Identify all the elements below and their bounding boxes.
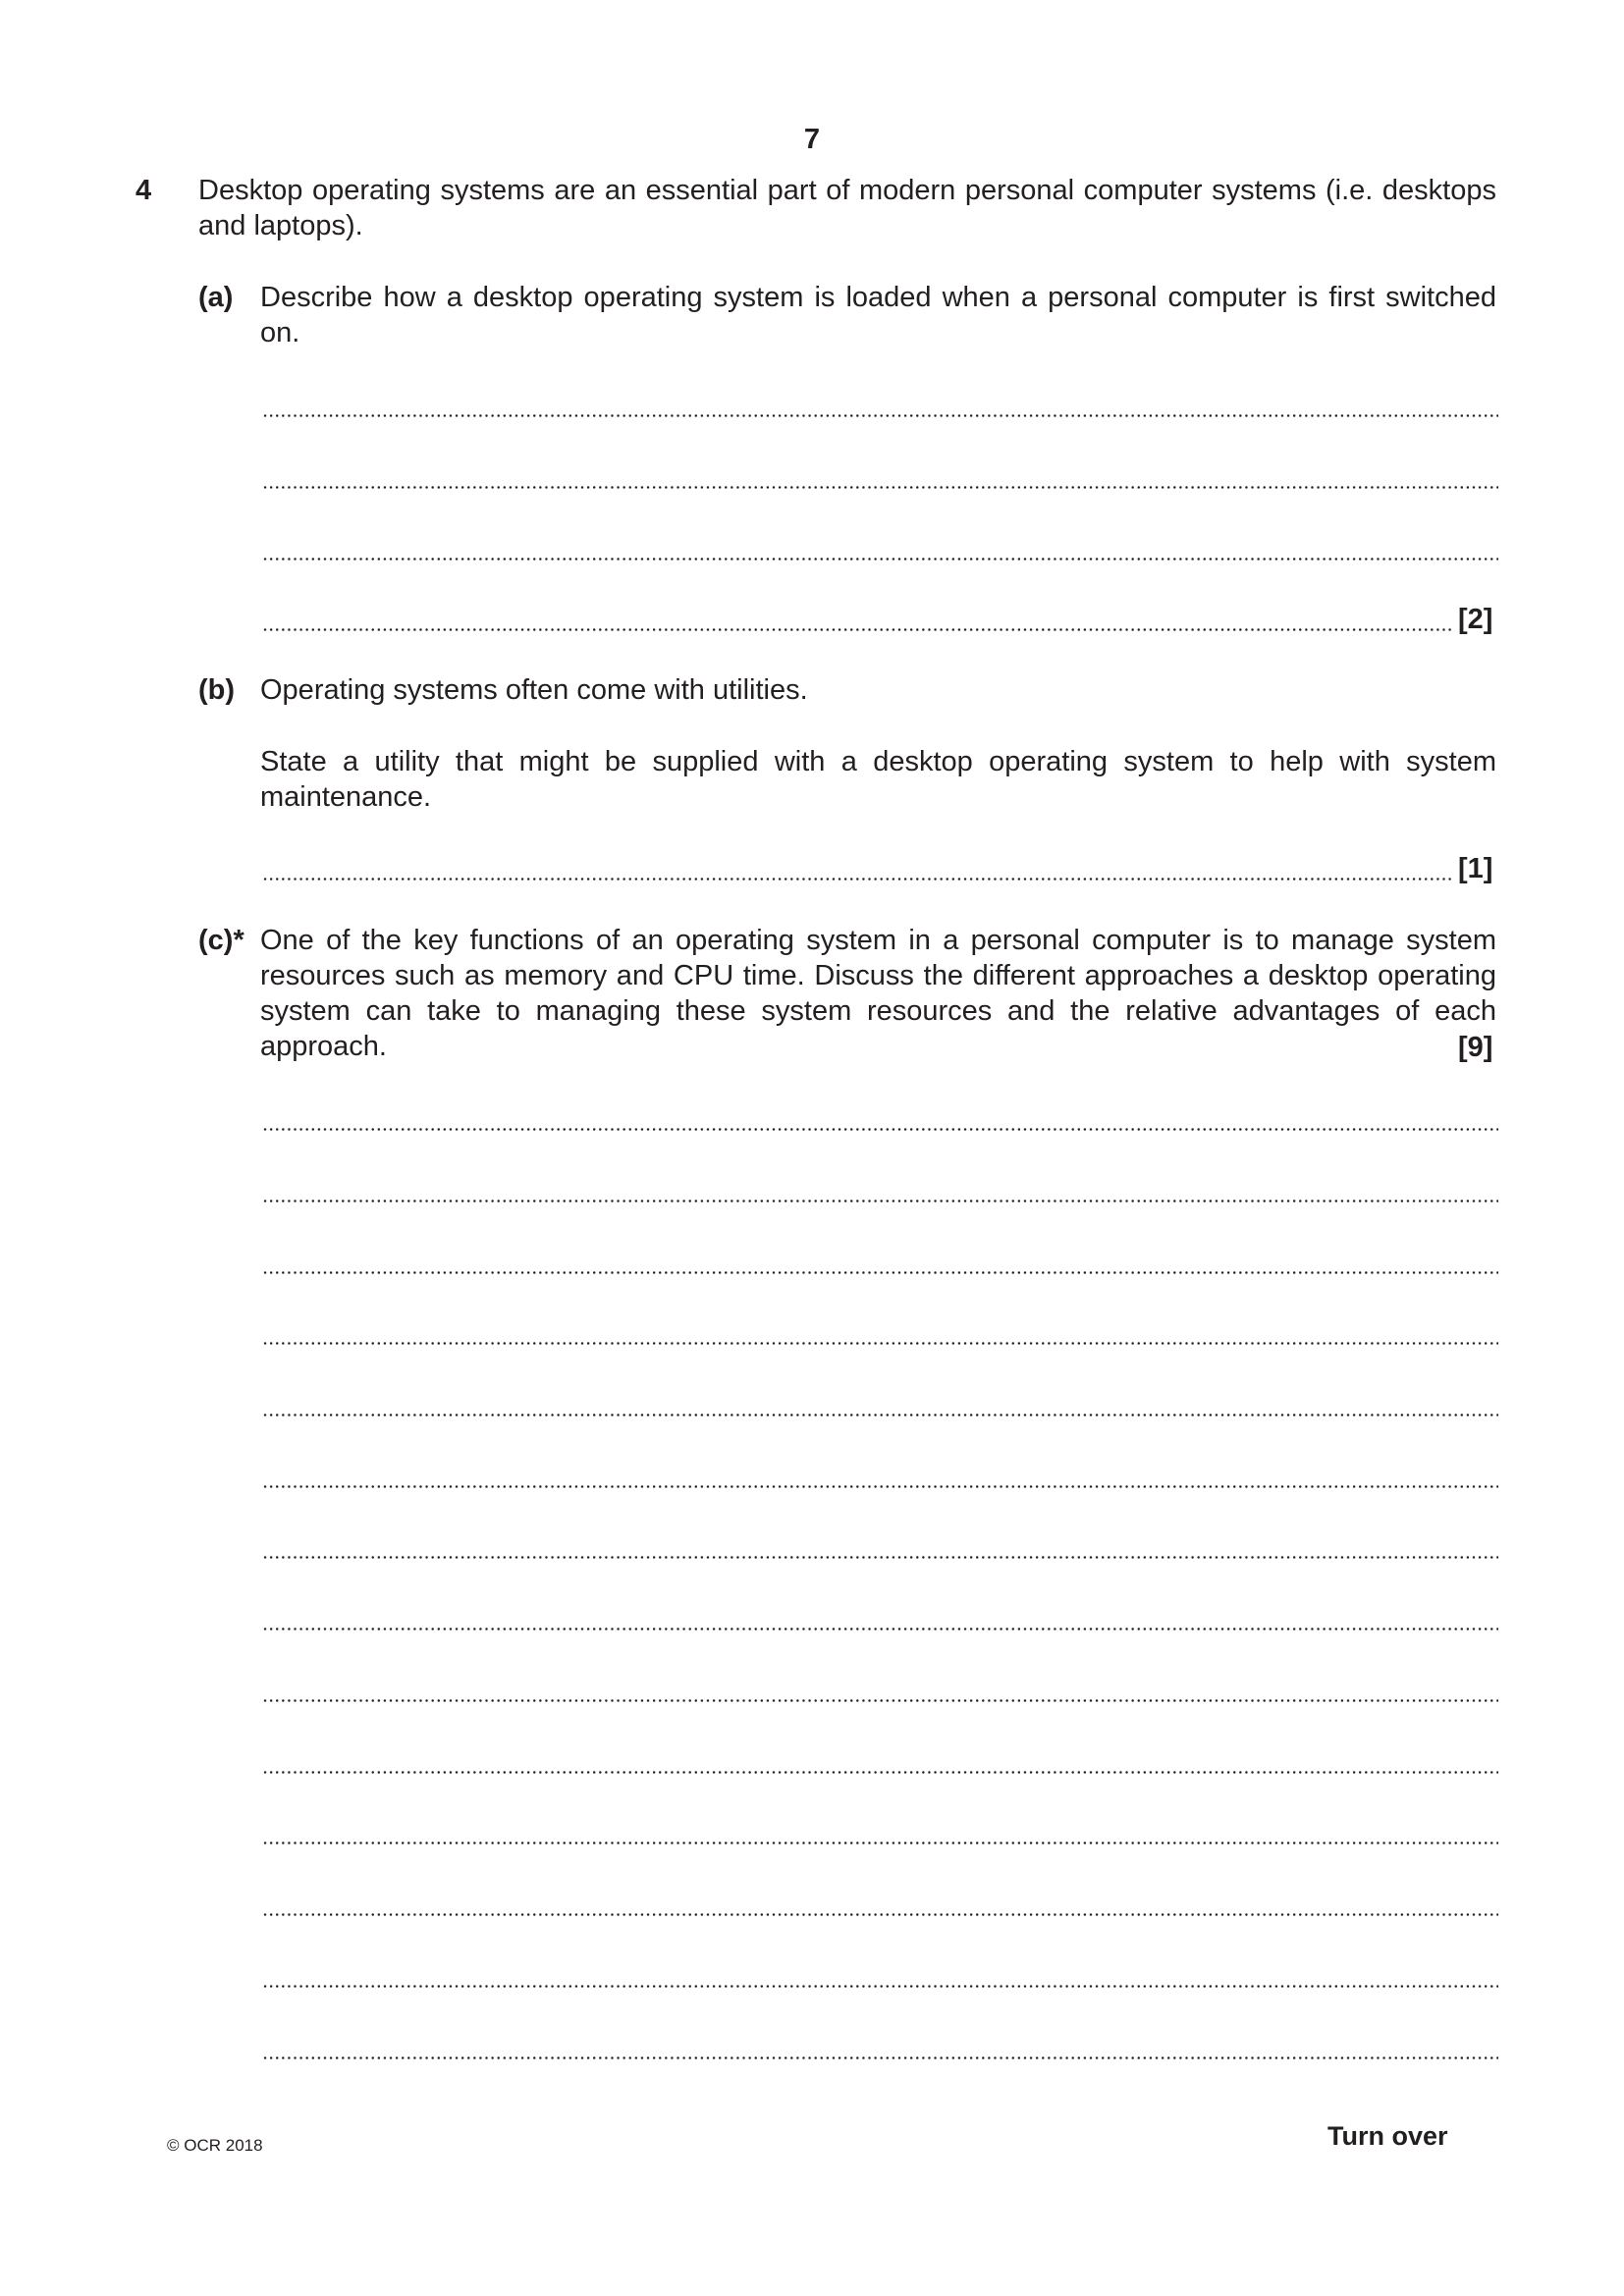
answer-line[interactable] [262, 1815, 1498, 1850]
answer-line[interactable] [262, 1315, 1498, 1351]
answer-line[interactable] [262, 388, 1498, 423]
copyright-notice: © OCR 2018 [167, 2136, 263, 2155]
answer-line[interactable] [262, 1245, 1498, 1280]
part-c-text: One of the key functions of an operating system in a personal computer is to manage system resources such as memory and CPU time. Discuss the different approaches a desktop operating system can take to managing these system resources and the relative advantages of each approach. [260, 925, 1496, 1062]
answer-line[interactable] [262, 459, 1498, 495]
part-b-label: (b) [198, 674, 236, 706]
question-intro: Desktop operating systems are an essential part of modern personal computer systems (i.e. desktops and laptops). [198, 175, 1496, 241]
part-a-label: (a) [198, 282, 234, 313]
answer-line[interactable] [262, 602, 1454, 637]
question-number: 4 [135, 175, 152, 206]
answer-line[interactable] [262, 1958, 1498, 1994]
part-b-instruction: State a utility that might be supplied with a desktop operating system to help with system maintenance. [260, 746, 1496, 813]
answer-line[interactable] [262, 1601, 1498, 1636]
answer-line[interactable] [262, 1673, 1498, 1708]
answer-line[interactable] [262, 1744, 1498, 1780]
part-c-label: (c)* [198, 925, 244, 956]
answer-line[interactable] [262, 1101, 1498, 1137]
answer-line[interactable] [262, 2030, 1498, 2065]
part-c-marks: [9] [1458, 1032, 1493, 1063]
part-a-marks: [2] [1458, 604, 1493, 635]
turn-over-label: Turn over [1327, 2121, 1448, 2151]
answer-line[interactable] [262, 531, 1498, 566]
answer-line[interactable] [262, 1459, 1498, 1494]
page-number: 7 [803, 124, 821, 155]
answer-line[interactable] [262, 851, 1454, 886]
answer-line[interactable] [262, 1887, 1498, 1922]
answer-line[interactable] [262, 1529, 1498, 1565]
part-b-text: Operating systems often come with utilities. [260, 674, 808, 706]
part-b-marks: [1] [1458, 853, 1493, 884]
part-a-text: Describe how a desktop operating system is loaded when a personal computer is first switched on. [260, 282, 1496, 348]
answer-line[interactable] [262, 1387, 1498, 1422]
answer-line[interactable] [262, 1173, 1498, 1208]
